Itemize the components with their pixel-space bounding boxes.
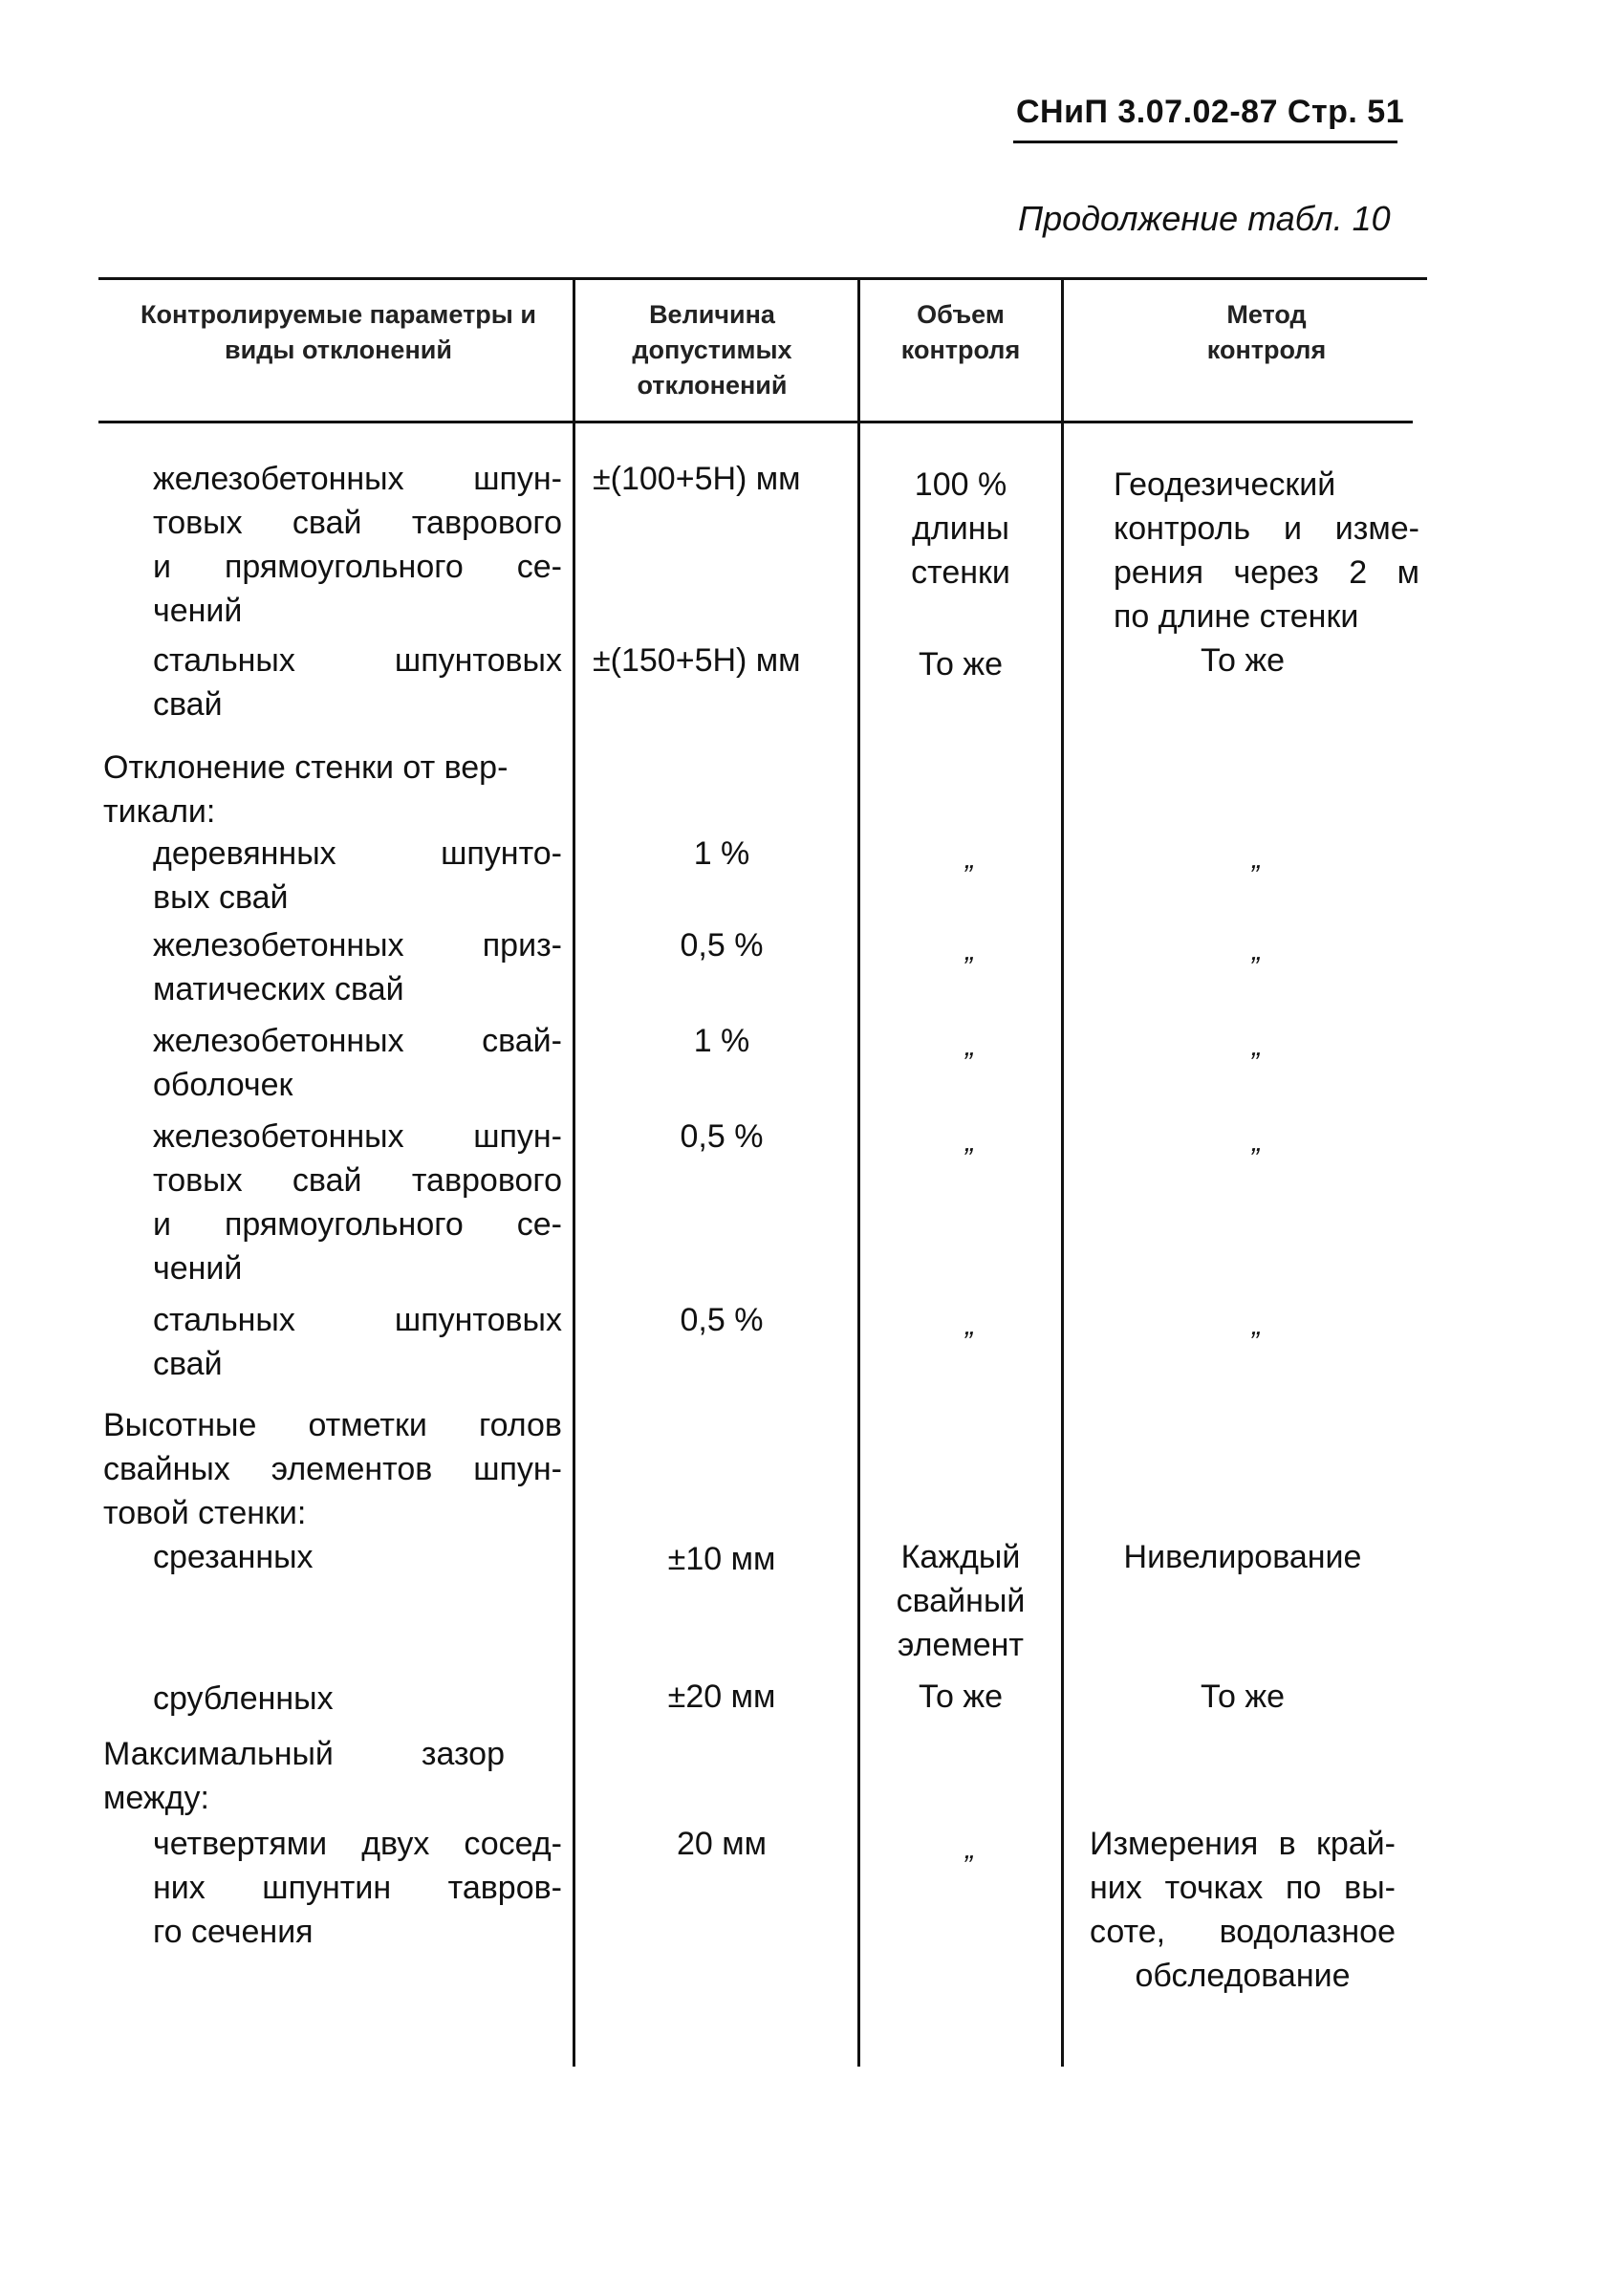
tolerance-value: 20 мм	[676, 1826, 767, 1862]
param-steel-sheet-piles-verticality: стальных шпунтовых	[153, 1302, 562, 1338]
ditto-mark: „	[965, 843, 975, 875]
tolerance-value: ±10 мм	[667, 1541, 776, 1577]
ditto-mark: „	[1252, 843, 1262, 875]
tolerance-value: 1 %	[693, 1023, 750, 1059]
tolerance-value: 0,5 %	[680, 927, 764, 964]
tolerance-value: 0,5 %	[680, 1118, 764, 1155]
param-rc-shell-piles: железобетонных свай-	[153, 1023, 562, 1059]
column-divider-3	[1061, 279, 1064, 2067]
ditto-mark: „	[1252, 1126, 1262, 1158]
group-heading-verticality: Отклонение стенки от вер- тикали:	[103, 749, 509, 830]
param-rc-sheet-piles-verticality-last: чений	[153, 1250, 243, 1287]
param-rc-shell-piles-last: оболочек	[153, 1067, 293, 1103]
ditto-mark: „	[1252, 935, 1262, 966]
param-cut-heads: срезанных	[153, 1539, 314, 1575]
control-volume: Каждый свайный элемент	[896, 1539, 1026, 1663]
param-rc-prismatic-piles-last: матических свай	[153, 971, 404, 1007]
ditto-mark: „	[1252, 1310, 1262, 1341]
param-tee-sheet-piles-gap-last: го сечения	[153, 1914, 314, 1950]
table-continuation-title: Продолжение табл. 10	[1018, 199, 1391, 238]
tolerance-value: 0,5 %	[680, 1302, 764, 1338]
group-heading-elevations: Высотные отметки голов свайных элементов шпун-	[103, 1407, 562, 1487]
param-rc-sheet-piles-position: железобетонных шпун- товых свай таврового и прямоугольного се-	[153, 461, 562, 585]
column-header-method: Метод контроля	[1206, 300, 1327, 364]
control-method: То же	[1200, 642, 1286, 679]
group-heading-max-gap-last: между:	[103, 1780, 209, 1816]
group-heading-elevations-last: товой стенки:	[103, 1495, 307, 1531]
param-timber-sheet-piles: деревянных шпунто-	[153, 835, 562, 872]
column-divider-2	[857, 279, 860, 2067]
control-volume: То же	[918, 646, 1004, 682]
control-method: То же	[1200, 1679, 1286, 1715]
ditto-mark: „	[965, 1833, 975, 1865]
column-header-tolerance: Величина допустимых отклонений	[632, 300, 792, 400]
tolerance-value: 1 %	[693, 835, 750, 872]
param-rc-sheet-piles-position-last: чений	[153, 593, 243, 629]
column-header-volume: Объем контроля	[900, 300, 1021, 364]
control-volume: То же	[918, 1679, 1004, 1715]
table-header-rule	[98, 421, 1413, 423]
param-rc-sheet-piles-verticality: железобетонных шпун- товых свай таврового и прямоугольного се-	[153, 1118, 562, 1243]
control-volume: 100 % длины стенки	[911, 466, 1010, 591]
group-heading-max-gap: Максимальный зазор	[103, 1736, 505, 1772]
column-divider-1	[573, 279, 575, 2067]
control-method: Геодезический контроль и изме- рения через 2 м по длине стенки	[1114, 466, 1419, 635]
param-steel-sheet-piles-position-last: свай	[153, 686, 223, 723]
ditto-mark: „	[965, 935, 975, 966]
tolerance-value: ±(100+5H) мм	[593, 461, 801, 497]
param-timber-sheet-piles-last: вых свай	[153, 879, 289, 916]
ditto-mark: „	[965, 1126, 975, 1158]
control-method: Нивелирование	[1123, 1539, 1362, 1575]
table-top-rule	[98, 277, 1427, 280]
param-steel-sheet-piles-position: стальных шпунтовых	[153, 642, 562, 679]
ditto-mark: „	[965, 1310, 975, 1341]
ditto-mark: „	[1252, 1030, 1262, 1062]
ditto-mark: „	[965, 1030, 975, 1062]
param-tee-sheet-piles-gap: четвертями двух сосед- них шпунтин тавров-	[153, 1826, 562, 1906]
param-chopped-heads: срубленных	[153, 1680, 334, 1717]
document-code: СНиП 3.07.02-87 Стр. 51	[1016, 94, 1405, 130]
tolerance-value: ±20 мм	[667, 1679, 776, 1715]
param-rc-prismatic-piles: железобетонных приз-	[153, 927, 562, 964]
header-rule	[1013, 141, 1397, 143]
column-header-parameters: Контролируемые параметры и виды отклонений	[141, 300, 536, 364]
control-method: Измерения в край- них точках по вы- соте, водолазное обследование	[1090, 1826, 1396, 1994]
param-steel-sheet-piles-verticality-last: свай	[153, 1346, 223, 1382]
tolerance-value: ±(150+5H) мм	[593, 642, 801, 679]
